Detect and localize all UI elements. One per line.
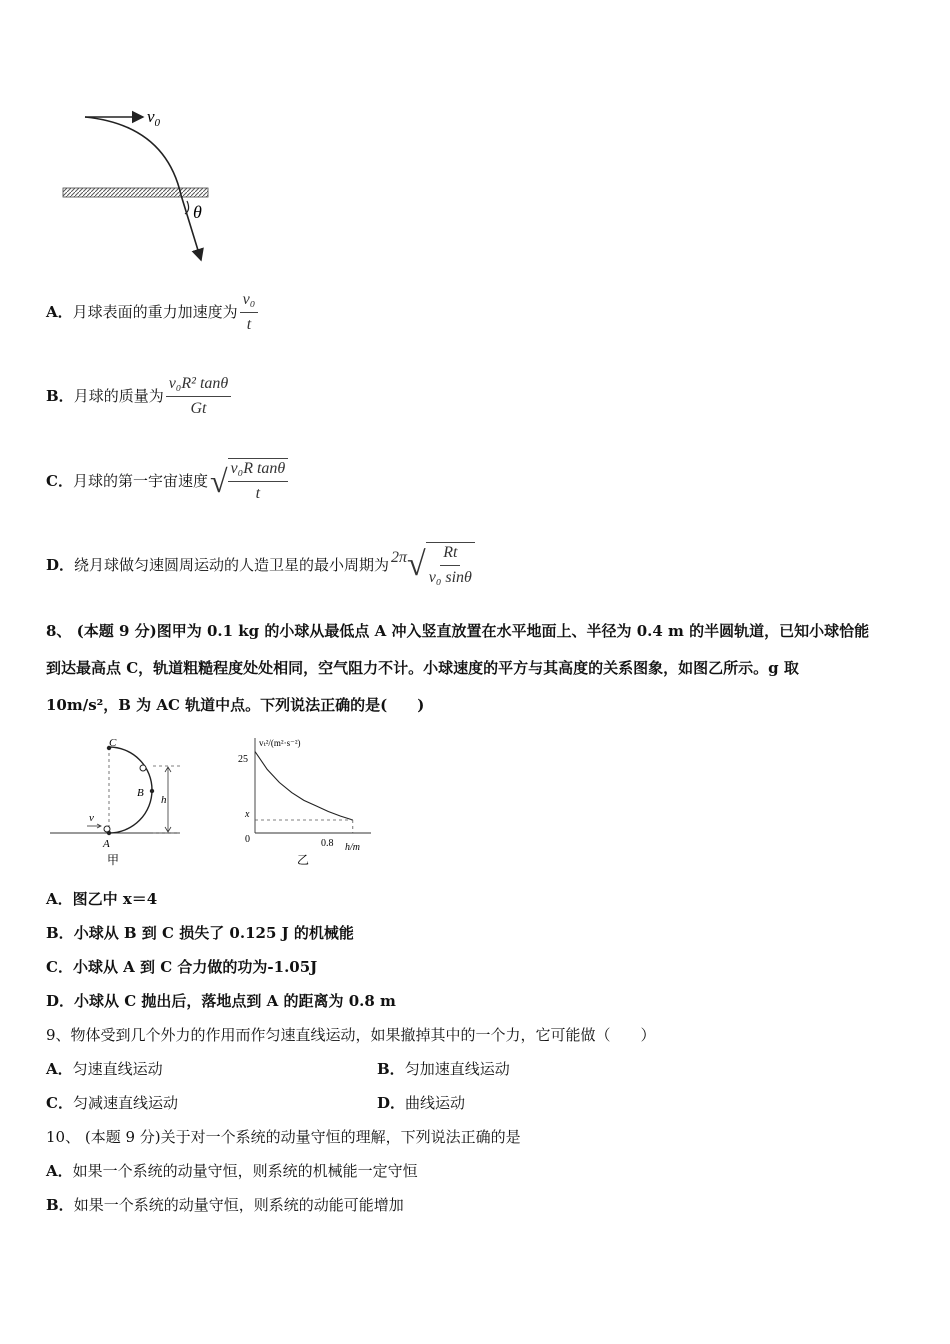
v2-h-curve: [255, 752, 353, 821]
figure-caption: 甲: [107, 853, 120, 867]
option-label: B．: [46, 387, 74, 405]
fraction-denominator: v₀ sinθ: [428, 569, 472, 586]
ball-top: [140, 765, 146, 771]
q10-option-b: B．如果一个系统的动量守恒，则系统的动能可能增加: [46, 1196, 404, 1214]
fraction-numerator: v₀R² tanθ: [166, 374, 232, 397]
q9-option-c: C．匀减速直线运动: [46, 1094, 178, 1112]
q8-option-a: A．图乙中 x＝4: [46, 890, 158, 908]
svg-text:h: h: [161, 794, 167, 806]
question-number: 8、: [46, 622, 72, 640]
figure-yi-chart: [235, 732, 385, 872]
q8-option-b: B．小球从 B 到 C 损失了 0.125 J 的机械能: [46, 924, 354, 942]
x-axis-label: h/m: [345, 842, 360, 853]
q10-stem: 10、 (本题 9 分)关于对一个系统的动量守恒的理解，下列说法正确的是: [46, 1128, 521, 1146]
figure-caption: 乙: [297, 853, 310, 867]
semicircle-track: [109, 747, 152, 833]
q7-option-a: [46, 290, 258, 334]
q9-option-d: D．曲线运动: [377, 1094, 466, 1112]
point-b: [150, 789, 154, 793]
fraction-denominator: t: [246, 315, 252, 333]
fraction-numerator: Rt: [440, 543, 460, 566]
option-text: 月球的第一宇宙速度: [72, 472, 208, 490]
option-label: A．: [46, 303, 73, 321]
sqrt-sign: √: [209, 463, 228, 499]
option-text: 月球表面的重力加速度为: [72, 303, 238, 321]
q10-option-a: A．如果一个系统的动量守恒，则系统的机械能一定守恒: [46, 1162, 418, 1180]
option-text: 月球的质量为: [73, 387, 164, 405]
svg-text:v: v: [89, 812, 94, 824]
q9-stem: 9、物体受到几个外力的作用而作匀速直线运动，如果撤掉其中的一个力，它可能做（ ）: [46, 1026, 656, 1044]
ground-hatch: [63, 188, 208, 197]
y-tick-x: x: [245, 809, 250, 820]
svg-text:C: C: [109, 737, 117, 749]
q7-option-c: [46, 455, 288, 507]
option-label: D．: [46, 556, 75, 574]
fraction-numerator: v₀R tanθ: [228, 459, 289, 482]
x-tick-0.8: 0.8: [321, 838, 334, 849]
svg-text:B: B: [137, 787, 144, 799]
q8-stem-line3: 10m/s²，B 为 AC 轨道中点。下列说法正确的是( ): [46, 696, 425, 714]
y-axis-label: vₜ²/(m²·s⁻²): [259, 738, 301, 748]
theta-label: θ: [193, 202, 202, 222]
formula-fraction: [166, 374, 232, 419]
q9-option-b: B．匀加速直线运动: [377, 1060, 510, 1078]
formula-fraction: [228, 458, 289, 504]
fraction-denominator: Gt: [190, 399, 207, 417]
option-text: 绕月球做匀速圆周运动的人造卫星的最小周期为: [74, 556, 390, 574]
q8-option-c: C．小球从 A 到 C 合力做的功为-1.05J: [46, 958, 318, 976]
q9-option-a: A．匀速直线运动: [46, 1060, 163, 1078]
option-label: C．: [46, 472, 73, 490]
formula-fraction: [240, 290, 259, 335]
sqrt-sign: √: [407, 546, 426, 583]
v0-label: $v_0$: [147, 107, 161, 129]
formula-fraction: [426, 542, 475, 588]
q8-stem-line1: 8、 (本题 9 分)图甲为 0.1 kg 的小球从最低点 A 冲入竖直放置在水平地面上、半径为 0.4 m 的半圆轨道，已知小球恰能: [46, 622, 870, 640]
q7-option-b: [46, 372, 231, 420]
formula-prefix: 2π: [391, 549, 408, 566]
fraction-denominator: t: [255, 485, 261, 502]
q8-stem-line2: 到达最高点 C，轨道粗糙程度处处相同，空气阻力不计。小球速度的平方与其高度的关系图象，如图乙所示。g 取: [46, 659, 799, 677]
point-a: [107, 831, 111, 835]
q7-option-d: [46, 538, 475, 592]
y-tick-25: 25: [238, 754, 248, 765]
y-tick-0: 0: [245, 834, 250, 845]
projectile-figure: [55, 100, 235, 270]
fraction-numerator: v₀: [240, 290, 259, 313]
svg-text:A: A: [103, 838, 110, 850]
q8-option-d: D．小球从 C 抛出后，落地点到 A 的距离为 0.8 m: [46, 992, 396, 1010]
figure-jia: [45, 732, 195, 872]
